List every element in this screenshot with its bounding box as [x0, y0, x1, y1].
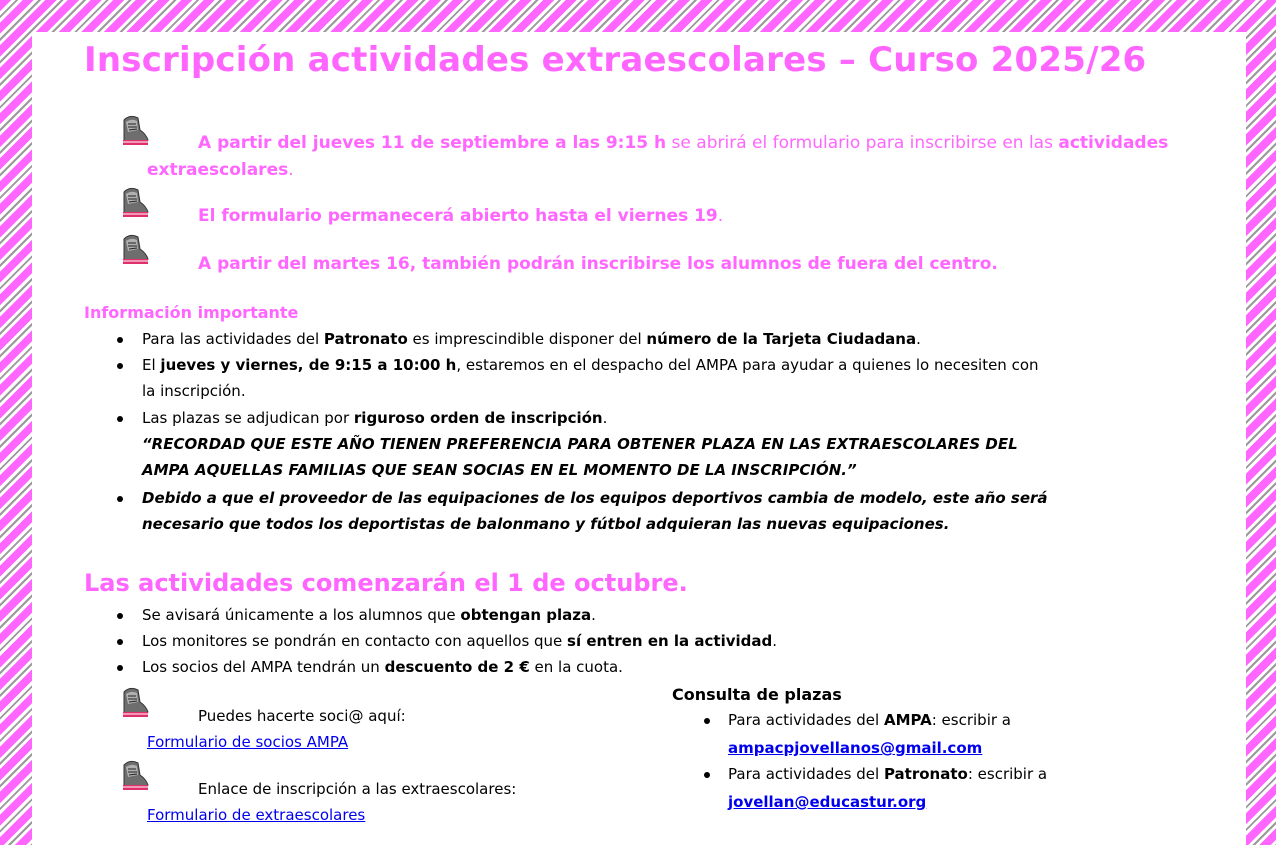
start-item-2	[142, 628, 777, 654]
consulta-item-2-bold: Patronato	[883, 765, 968, 783]
start-item-3-text-2: en la cuota.	[529, 658, 623, 676]
bullet	[117, 363, 123, 369]
important-item-1-period: .	[916, 330, 921, 348]
important-item-1-bold: Patronato	[323, 330, 408, 348]
announcement-1-line-2	[147, 157, 294, 183]
announcement-2	[198, 203, 723, 229]
enroll-text: Enlace de inscripción a las extraescolares:	[198, 780, 517, 798]
important-item-4-line-2: necesario que todos los deportistas de balonmano y fútbol adquieran las nuevas equipaciones.	[142, 515, 950, 533]
announcement-2-period: .	[717, 206, 724, 226]
important-item-3	[142, 405, 1018, 483]
start-item-1	[142, 602, 596, 628]
consulta-item-2-text-2: : escribir a	[967, 765, 1048, 783]
announcement-3: A partir del martes 16, también podrán inscribirse los alumnos de fuera del centro.	[198, 254, 998, 274]
start-item-2-period: .	[772, 632, 778, 650]
important-item-2-text-2: , estaremos en el despacho del AMPA para ayudar a quienes lo necesiten con	[456, 356, 1039, 374]
consulta-item-2	[728, 761, 1047, 787]
sneaker-icon	[120, 684, 150, 720]
important-item-2-text-3: la inscripción.	[142, 382, 246, 400]
important-item-3-bold: riguroso orden de inscripción	[353, 409, 603, 427]
start-item-3-text: Los socios del AMPA tendrán un	[142, 658, 385, 676]
sneaker-icon	[120, 757, 150, 793]
sneaker-icon	[120, 112, 150, 148]
members-text: Puedes hacerte soci@ aquí:	[198, 707, 406, 725]
start-heading: Las actividades comenzarán el 1 de octubre.	[84, 569, 688, 597]
announcement-2-bold: El formulario permanecerá abierto hasta el viernes 19	[198, 206, 718, 226]
start-item-1-period: .	[591, 606, 596, 624]
bullet	[117, 639, 123, 645]
important-item-4	[142, 485, 1048, 537]
bullet	[117, 665, 123, 671]
sneaker-icon	[120, 184, 150, 220]
consulta-item-1-text-2: : escribir a	[931, 711, 1011, 729]
bullet	[117, 496, 123, 502]
important-item-1-text: Para las actividades del	[142, 330, 324, 348]
important-item-2-bold: jueves y viernes, de 9:15 a 10:00 h	[160, 356, 457, 374]
announcement-1-bold: actividades	[1058, 133, 1169, 153]
important-item-1-text-2: es imprescindible disponer del	[407, 330, 647, 348]
consulta-item-2-text: Para actividades del	[728, 765, 884, 783]
start-item-3	[142, 654, 623, 680]
consulta-heading: Consulta de plazas	[672, 685, 842, 704]
announcement-1-line-1	[198, 130, 1168, 156]
start-item-1-text: Se avisará únicamente a los alumnos que	[142, 606, 461, 624]
start-item-3-bold: descuento de 2 €	[384, 658, 530, 676]
page-title: Inscripción actividades extraescolares – Curso 2025/26	[84, 40, 1147, 80]
bullet	[117, 337, 123, 343]
important-item-4-line-1: Debido a que el proveedor de las equipaciones de los equipos deportivos cambia de modelo, este año será	[142, 489, 1048, 507]
important-item-1	[142, 326, 921, 352]
consulta-item-1	[728, 707, 1011, 733]
start-item-2-text: Los monitores se pondrán en contacto con aquellos que	[142, 632, 568, 650]
announcement-1-period: .	[288, 160, 294, 180]
sneaker-icon	[120, 231, 150, 267]
important-item-2	[142, 352, 1039, 404]
enroll-form-link[interactable]: Formulario de extraescolares	[147, 806, 366, 824]
announcement-1-bold-2: extraescolares	[147, 160, 289, 180]
bullet	[704, 772, 710, 778]
important-item-3-text: Las plazas se adjudican por	[142, 409, 354, 427]
important-item-3-quote-1: “RECORDAD QUE ESTE AÑO TIENEN PREFERENCIA PARA OBTENER PLAZA EN LAS EXTRAESCOLARES DEL	[142, 435, 1018, 453]
members-form-link[interactable]: Formulario de socios AMPA	[147, 733, 349, 751]
announcement-1-text: se abrirá el formulario para inscribirse en las	[666, 133, 1059, 153]
bullet	[117, 416, 123, 422]
consulta-item-1-bold: AMPA	[883, 711, 932, 729]
bullet	[117, 613, 123, 619]
ampa-email-link[interactable]: ampacpjovellanos@gmail.com	[728, 739, 983, 757]
consulta-item-1-text: Para actividades del	[728, 711, 884, 729]
start-item-2-bold: sí entren en la actividad	[567, 632, 773, 650]
important-item-3-quote-2: AMPA AQUELLAS FAMILIAS QUE SEAN SOCIAS EN EL MOMENTO DE LA INSCRIPCIÓN.”	[142, 461, 857, 479]
important-item-1-bold-2: número de la Tarjeta Ciudadana	[646, 330, 917, 348]
important-item-3-period: .	[602, 409, 608, 427]
important-heading: Información importante	[84, 303, 299, 322]
start-item-1-bold: obtengan plaza	[460, 606, 592, 624]
patronato-email-link[interactable]: jovellan@educastur.org	[728, 793, 927, 811]
bullet	[704, 718, 710, 724]
important-item-2-text: El	[142, 356, 161, 374]
announcement-1-date: A partir del jueves 11 de septiembre a las 9:15 h	[198, 133, 667, 153]
